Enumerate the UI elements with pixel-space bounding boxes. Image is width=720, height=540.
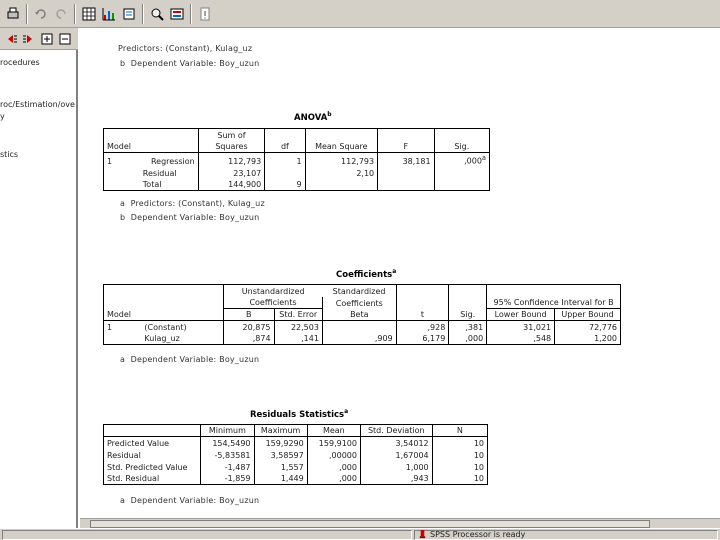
coefficients-table	[103, 284, 621, 345]
find-icon[interactable]	[148, 5, 166, 23]
promote-icon[interactable]	[2, 30, 20, 48]
goto-case-icon[interactable]	[120, 5, 138, 23]
table-row: Residual 23,107 2,10	[104, 167, 490, 179]
col-header: Sum of	[198, 129, 265, 141]
col-header: Coefficients	[224, 297, 323, 309]
outline-item[interactable]: stics	[0, 150, 19, 159]
processor-status-icon	[418, 530, 427, 539]
table-row: Residual -5,83581 3,58597 ,00000 1,67004 10	[104, 449, 488, 461]
col-header-model: Model	[104, 141, 140, 153]
footnote-dependent: b Dependent Variable: Boy_uzun	[120, 59, 260, 68]
footnote-dependent: b Dependent Variable: Boy_uzun	[120, 213, 260, 222]
col-header-ci: 95% Confidence Interval for B	[487, 297, 621, 309]
table-row: 1 Regression 112,793 1 112,793 38,181 ,000$^a$	[107, 154, 486, 166]
table-row: Predicted Value 154,5490 159,9290 159,9100 3,54012 10	[104, 437, 488, 449]
footnote-predictor: Predictors: (Constant), Kulag_uz	[118, 44, 253, 53]
table-row: Std. Residual -1,859 1,449 ,000 ,943 10	[104, 473, 488, 485]
variables-icon[interactable]	[168, 5, 186, 23]
coefficients-title: Coefficients$^a$	[336, 268, 397, 280]
expand-icon[interactable]	[38, 30, 56, 48]
outline-toolbar	[0, 28, 78, 50]
horizontal-scrollbar[interactable]	[80, 518, 720, 528]
col-header-min: Minimum	[201, 425, 254, 437]
col-header-upper: Upper Bound	[555, 309, 621, 321]
outline-pane	[0, 50, 78, 528]
collapse-icon[interactable]	[56, 30, 74, 48]
table-row: Std. Predicted Value -1,487 1,557 ,000 1,000 10	[104, 461, 488, 473]
main-toolbar	[0, 0, 720, 28]
col-header-df: df	[265, 141, 305, 153]
col-header-b: B	[224, 309, 275, 321]
col-header: Unstandardized	[241, 286, 305, 296]
outline-item[interactable]: roc/Estimation/ove	[0, 100, 75, 109]
anova-title: ANOVA$^b$	[294, 111, 332, 123]
col-header-sig: Sig.	[434, 141, 489, 153]
footnote-predictor: a Predictors: (Constant), Kulag_uz	[120, 199, 265, 208]
status-bar	[0, 528, 720, 540]
demote-icon[interactable]	[20, 30, 38, 48]
col-header-ms: Mean Square	[305, 141, 378, 153]
col-header: Coefficients	[322, 297, 396, 309]
output-viewer	[80, 44, 720, 518]
col-header-model: Model	[104, 309, 142, 321]
table-row: Total 144,900 9	[104, 179, 490, 191]
residuals-table	[103, 424, 488, 485]
col-header-t: t	[396, 309, 449, 321]
col-header: Standardized	[322, 285, 396, 297]
scrollbar-thumb[interactable]	[90, 520, 650, 528]
table-row: 1 (Constant) 20,875 22,503 ,928 ,381 31,021 72,776	[107, 322, 617, 332]
col-header-n: N	[432, 425, 487, 437]
col-header-se: Std. Error	[274, 309, 322, 321]
status-text: SPSS Processor is ready	[430, 530, 526, 539]
footnote-dependent: a Dependent Variable: Boy_uzun	[120, 355, 260, 364]
print-icon[interactable]	[4, 5, 22, 23]
chart-builder-icon[interactable]	[100, 5, 118, 23]
table-row: Kulag_uz ,874 ,141 ,909 6,179 ,000 ,548 1,200	[104, 333, 621, 345]
col-header-f: F	[378, 141, 434, 153]
col-header-max: Maximum	[254, 425, 307, 437]
help-icon[interactable]	[196, 5, 214, 23]
redo-icon[interactable]	[52, 5, 70, 23]
data-table-icon[interactable]	[80, 5, 98, 23]
outline-item[interactable]: y	[0, 112, 5, 121]
residuals-title: Residuals Statistics$^a$	[250, 408, 349, 420]
footnote-dependent: a Dependent Variable: Boy_uzun	[120, 496, 260, 505]
col-header-ss: Squares	[198, 141, 265, 153]
undo-icon[interactable]	[32, 5, 50, 23]
col-header-sd: Std. Deviation	[360, 425, 432, 437]
anova-table	[103, 128, 490, 191]
col-header-sig: Sig.	[449, 309, 487, 321]
col-header-beta: Beta	[322, 309, 396, 321]
col-header-mean: Mean	[307, 425, 360, 437]
outline-item[interactable]: rocedures	[0, 58, 40, 67]
col-header-lower: Lower Bound	[487, 309, 555, 321]
